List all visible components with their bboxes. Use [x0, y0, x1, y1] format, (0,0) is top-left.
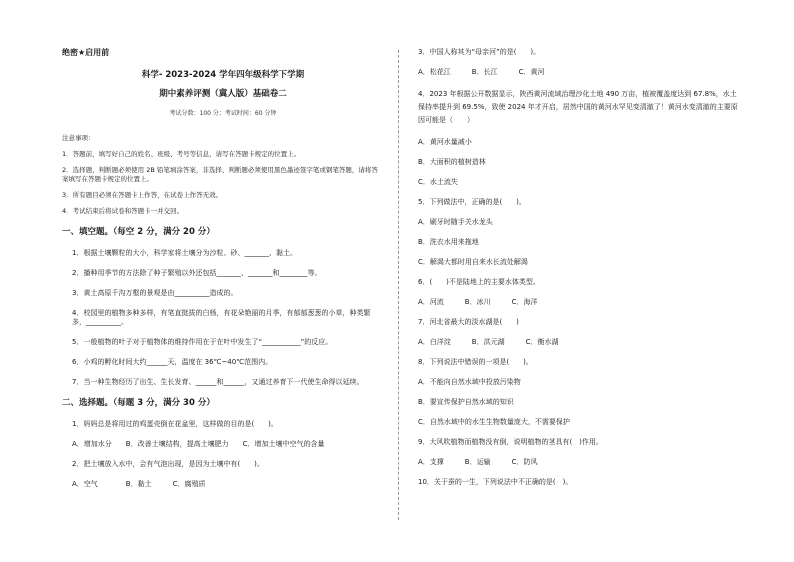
exam-title: 科学- 2023-2024 学年四年级科学下学期	[141, 70, 305, 80]
choice-question-3: 3．中国人称其为“母亲河”的是( )。	[418, 48, 541, 56]
fill-question-3: 3．黄土高原千沟万壑的景观是由__________造成的。	[72, 289, 238, 297]
choice-question-5-option-c: C．解渴大都时用自来水长流处解渴	[418, 258, 528, 266]
exam-meta: 考试分数：100 分；考试时间：60 分钟	[169, 110, 277, 117]
fill-question-1: 1．根据土壤颗粒的大小，科学家将土壤分为沙粒、砂、_______、黏土。	[72, 249, 297, 257]
choice-question-4: 4．2023 年根据公开数据显示，陕西黄河流域治理沙化土地 490 万亩，植被覆盖度达到 67.8%，水土保持率提升到 69.5%，致使 2024 年才开启，居然中国的黄河水罕见变清澈了！黄河水变清澈的主要原因可能是（ ）	[418, 90, 738, 124]
choice-question-5-option-a: A．刷牙时随手关水龙头	[418, 218, 493, 226]
note-item-1: 1．答题前，填写好自己的姓名、班级、考号等信息，请写在答题卡规定的位置上。	[62, 150, 301, 158]
fill-question-4: 4．校园里的植物多种多样，有笔直挺拔的白杨，有花朵艳丽的月季，有郁郁葱葱的小草，种类繁多，__________。	[72, 309, 371, 326]
note-item-3: 3．所有题目必须在答题卡上作答，在试卷上作答无效。	[62, 191, 223, 199]
choice-question-10: 10．关于蚕的一生，下列说法中不正确的是( )。	[418, 478, 573, 486]
left-column	[62, 48, 384, 500]
choice-question-8: 8．下列说法中错误的一项是( )。	[418, 358, 533, 366]
section-choice-title: 二、选择题。（每题 3 分，满分 30 分）	[62, 398, 215, 408]
choice-question-7: 7．河北省最大的淡水湖是( )	[418, 318, 519, 326]
choice-question-9-options: A．支撑 B．运输 C．防风	[418, 458, 538, 466]
fill-question-6: 6．小鸡的孵化时间大约______天，温度在 36℃~40℃范围内。	[72, 358, 273, 366]
choice-question-5: 5．下列做法中，正确的是( )。	[418, 198, 526, 206]
right-column	[418, 48, 740, 498]
choice-question-3-options: A．松花江 B．长江 C．黄河	[418, 68, 545, 76]
column-divider	[398, 50, 399, 520]
choice-question-6-options: A．河流 B．冰川 C．海洋	[418, 298, 538, 306]
note-item-4: 4．考试结束后将试卷和答题卡一并交回。	[62, 207, 184, 215]
fill-question-7: 7．当一种生物经历了出生、生长发育、______和______，又通过养育下一代使生命得以延续。	[72, 378, 364, 386]
choice-question-8-option-c: C．自然水域中的水生生物数量庞大，不需要保护	[418, 418, 570, 426]
secret-label: 绝密★启用前	[62, 48, 110, 57]
fill-question-2: 2．播种用季节的方法除了种子繁殖以外还包括_______、_______和________等。	[72, 269, 322, 277]
fill-question-5: 5．一般植物的叶子对于植物体的维持作用在于在叶中发生了“___________”的反应。	[72, 338, 333, 346]
section-fill-title: 一、填空题。（每空 2 分，满分 20 分）	[62, 227, 215, 237]
choice-question-1-options: A．增加水分 B．改善土壤结构，提高土壤肥力 C．增加土壤中空气的含量	[72, 440, 325, 448]
choice-question-6: 6．( )不是陆地上的主要水体类型。	[418, 278, 540, 286]
exam-subtitle: 期中素养评测（冀人版）基础卷二	[159, 89, 287, 99]
note-item-2: 2．选择题、判断题必须使用 2B 铅笔填涂答案，非选择、判断题必须使用黑色墨迹签字笔或钢笔答题，请将答案填写在答题卡规定的位置上。	[62, 166, 378, 183]
choice-question-8-option-a: A．不能向自然水域中投放污染物	[418, 378, 521, 386]
choice-question-1: 1．妈妈总是将用过的鸡蛋壳倒在花盆里，这样做的目的是( )。	[72, 420, 278, 428]
choice-question-2-options: A．空气 B．黏土 C．腐殖质	[72, 480, 206, 488]
notes-title: 注意事项：	[62, 134, 95, 142]
choice-question-7-options: A．白洋淀 B．洪元湖 C．衡水湖	[418, 338, 559, 346]
choice-question-2: 2．把土壤放入水中，会有气泡出现，是因为土壤中有( )。	[72, 460, 264, 468]
choice-question-4-option-b: B．大面积的植树造林	[418, 158, 486, 166]
choice-question-5-option-b: B．洗衣水用来拖地	[418, 238, 479, 246]
choice-question-4-option-a: A．黄河水量减小	[418, 138, 472, 146]
choice-question-9: 9．大风吹植物而植物没有倒，说明植物的茎具有( )作用。	[418, 438, 603, 446]
choice-question-8-option-b: B．要宣传保护自然水域的知识	[418, 398, 514, 406]
choice-question-4-option-c: C．水土流失	[418, 178, 458, 186]
